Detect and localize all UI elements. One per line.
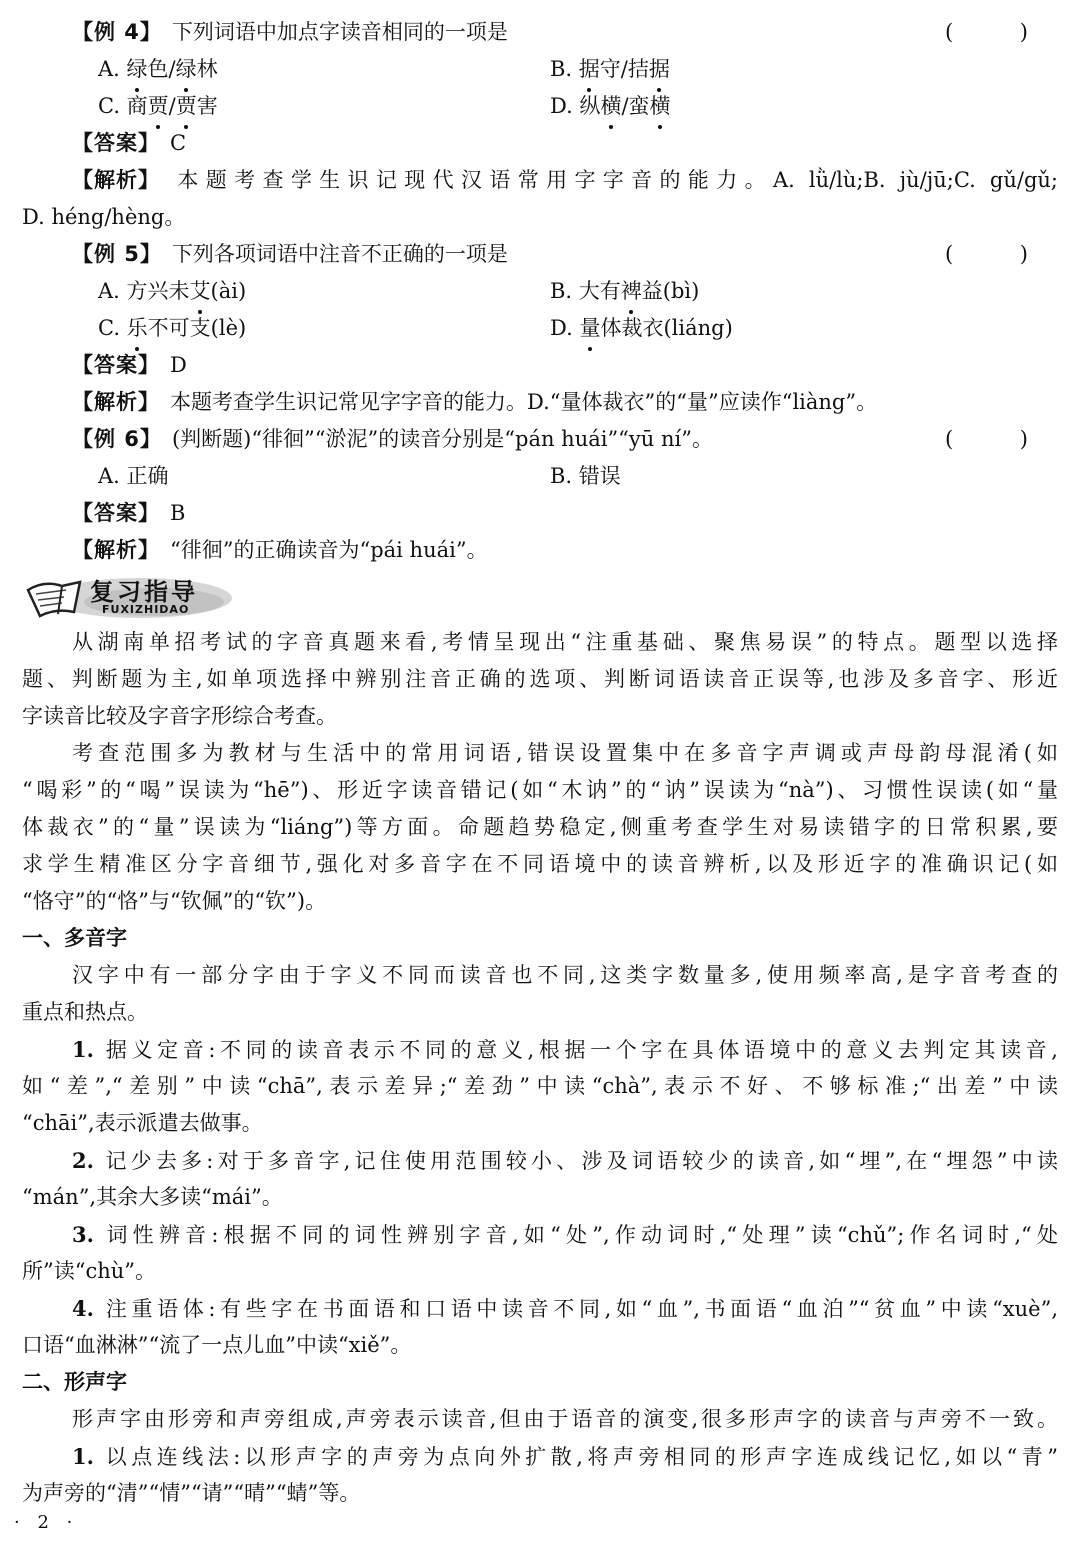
example-4-answer [72,125,1058,162]
analysis-tag: 【解析】 [72,168,160,192]
example-tag: 【例 5】 [72,242,162,266]
item-number: 2. [72,1148,106,1173]
paragraph-line: 题、判断题为主,如单项选择中辨别注音正确的选项、判断词语读音正误等,也涉及多音字、形近 [22,667,1058,691]
answer-value: C [170,131,187,155]
option-d: D. 量体裁衣(liáng) [550,310,733,347]
answer-tag: 【答案】 [72,501,160,525]
question-text: 下列各项词语中注音不正确的一项是 [171,242,508,266]
option-a: A. 正确 [98,464,169,488]
example-6-options [22,458,1058,495]
example-4-options-cd [22,88,1058,125]
option-c: C. 商贾/贾害 [98,88,218,125]
paragraph-line: 考查范围多为教材与生活中的常用词语,错误设置集中在多音字声调或声母韵母混淆(如 [72,741,1058,765]
example-4-analysis-cont: D. héng/hèng。 [22,205,186,229]
example-6-analysis [72,532,1058,569]
list-item: 1. 据义定音:不同的读音表示不同的意义,根据一个字在具体语境中的意义去判定其读音, [72,1037,1058,1062]
example-5-question [72,236,1058,273]
example-5-analysis [72,384,1058,421]
question-text: 下列词语中加点字读音相同的一项是 [171,20,508,44]
paragraph-line: 体裁衣”的“量”误读为“liáng”)等方面。命题趋势稳定,侧重考查学生对易读错字的日常积累,要 [22,815,1058,839]
example-5-answer [72,347,1058,384]
paragraph-line: “mán”,其余大多读“mái”。 [22,1185,283,1209]
answer-blank: ( ) [944,242,1058,266]
example-5-options-ab [22,273,1058,310]
item-number: 1. [72,1037,106,1062]
paragraph-line: 口语“血淋淋”“流了一点儿血”中读“xiě”。 [22,1333,412,1357]
option-b: B. 据守/拮据 [550,51,670,88]
list-item: 3. 词性辨音:根据不同的词性辨别字音,如“处”,作动词时,“处理”读“chǔ”;作名词时,“处 [72,1222,1059,1247]
paragraph-line: 为声旁的“清”“情”“请”“晴”“蜻”等。 [22,1481,361,1505]
list-item: 4. 注重语体:有些字在书面语和口语中读音不同,如“血”,书面语“血泊”“贫血”中读“xuè”, [72,1296,1059,1321]
list-item: 2. 记少去多:对于多音字,记住使用范围较小、涉及词语较少的读音,如“埋”,在“埋怨”中读 [72,1148,1059,1173]
list-item: 1. 以点连线法:以形声字的声旁为点向外扩散,将声旁相同的形声字连成线记忆,如以“青” [72,1444,1058,1469]
paragraph-line: “chāi”,表示派遣去做事。 [22,1111,263,1135]
answer-blank: ( ) [944,20,1058,44]
analysis-text: “徘徊”的正确读音为“pái huái”。 [170,538,488,562]
paragraph-line: 字读音比较及字音字形综合考查。 [22,704,337,728]
paragraph-line: 如“差”,“差别”中读“chā”,表示差异;“差劲”中读“chà”,表示不好、不够标准;“出差”中读 [22,1074,1058,1098]
item-number: 4. [72,1296,106,1321]
answer-tag: 【答案】 [72,353,160,377]
option-b: B. 错误 [550,464,621,488]
paragraph-line: 重点和热点。 [22,1000,148,1024]
example-5-options-cd [22,310,1058,347]
example-4-options-ab [22,51,1058,88]
review-guide-subtitle: FUXIZHIDAO [102,603,190,616]
analysis-tag: 【解析】 [72,538,160,562]
example-tag: 【例 4】 [72,20,162,44]
paragraph-line: “喝彩”的“喝”误读为“hē”)、形近字读音错记(如“木讷”的“讷”误读为“nà”)、习惯性误读(如“量 [22,778,1058,802]
answer-blank: ( ) [944,427,1058,451]
paragraph-line: 形声字由形旁和声旁组成,声旁表示读音,但由于语音的演变,很多形声字的读音与声旁不一致。 [72,1407,1058,1431]
paragraph-line: 所”读“chù”。 [22,1259,157,1283]
paragraph-line: 汉字中有一部分字由于字义不同而读音也不同,这类字数量多,使用频率高,是字音考查的 [72,963,1058,987]
answer-value: D [170,353,187,377]
analysis-text: 本题考查学生识记现代汉语常用字字音的能力。A. lǜ/lù;B. jù/jū;C. gǔ/gǔ; [170,168,1058,192]
option-b: B. 大有裨益(bì) [550,273,699,310]
example-tag: 【例 6】 [72,427,162,451]
analysis-text: 本题考查学生识记常见字字音的能力。D.“量体裁衣”的“量”应读作“liàng”。 [170,390,878,414]
paragraph-line: 求学生精准区分字音细节,强化对多音字在不同语境中的读音辨析,以及形近字的准确识记(如 [22,852,1058,876]
review-guide-banner [22,572,232,624]
example-6-question [72,421,1058,458]
question-text: (判断题)“徘徊”“淤泥”的读音分别是“pán huái”“yū ní”。 [171,427,713,451]
paragraph-line: 从湖南单招考试的字音真题来看,考情呈现出“注重基础、聚焦易误”的特点。题型以选择 [72,630,1058,654]
item-number: 1. [72,1444,106,1469]
answer-value: B [170,501,186,525]
answer-tag: 【答案】 [72,131,160,155]
example-6-answer [72,495,1058,532]
option-c: C. 乐不可支(lè) [98,310,246,347]
option-d: D. 纵横/蛮横 [550,88,671,125]
example-4-analysis [72,162,1058,199]
option-a: A. 方兴未艾(ài) [98,273,246,310]
section-heading-phono-semantic: 二、形声字 [22,1370,127,1394]
section-heading-polyphones: 一、多音字 [22,926,127,950]
page-number: · 2 · [14,1512,79,1533]
item-number: 3. [72,1222,107,1247]
analysis-tag: 【解析】 [72,390,160,414]
option-a: A. 绿色/绿林 [98,51,218,88]
review-guide-title: 复习指导 [90,578,198,606]
paragraph-line: “恪守”的“恪”与“钦佩”的“钦”)。 [22,889,327,913]
example-4-question [72,14,1058,51]
